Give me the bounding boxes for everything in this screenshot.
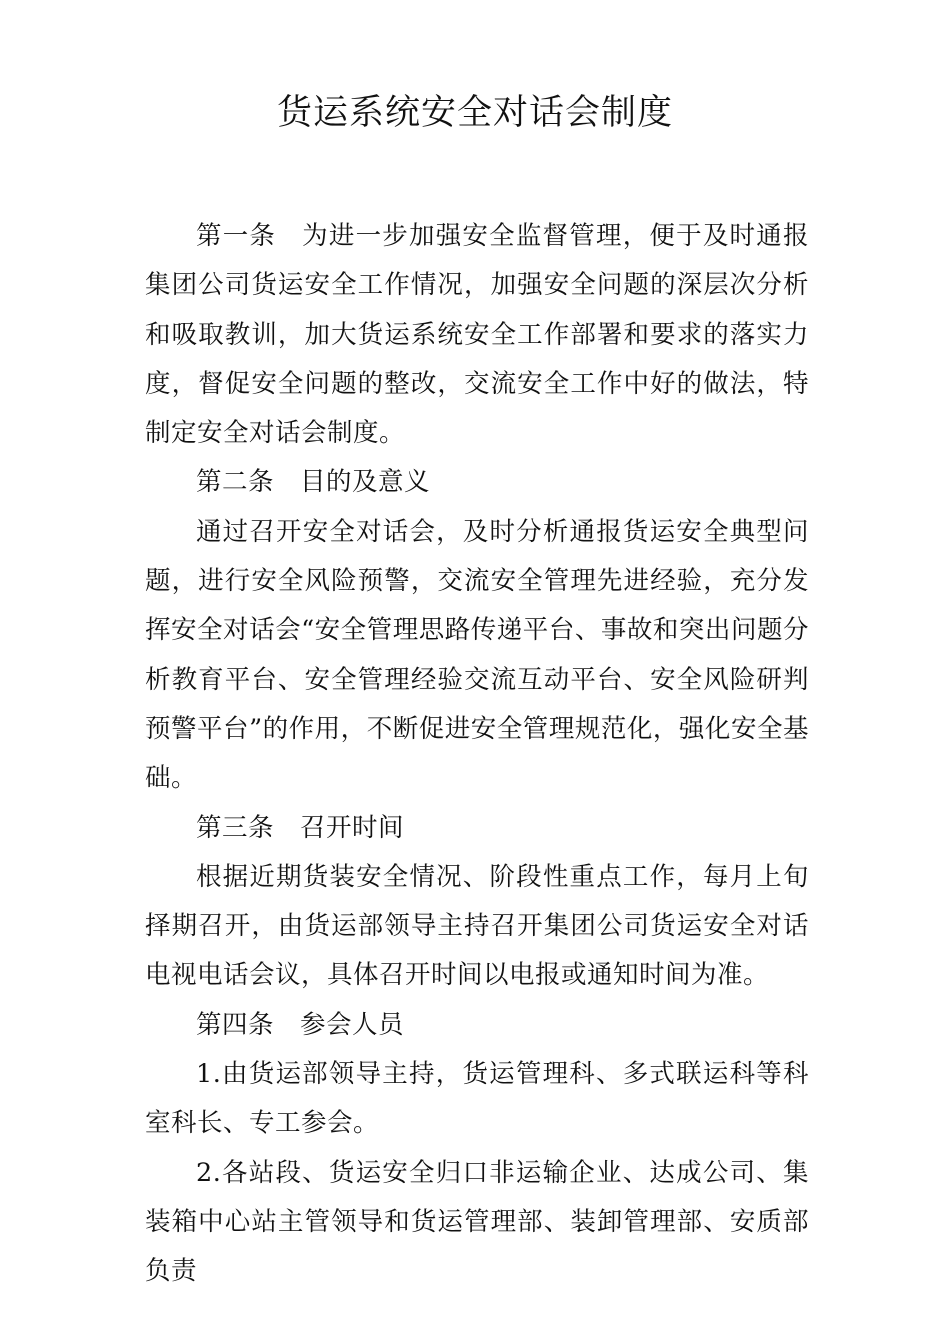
paragraph-text: 1.由货运部领导主持，货运管理科、多式联运科等科室科长、专工参会。 <box>145 1059 809 1139</box>
paragraph-text: 2.各站段、货运安全归口非运输企业、达成公司、集装箱中心站主管领导和货运管理部、装卸管理部、安质部负责 <box>145 1157 809 1287</box>
article-label: 第一条 <box>196 221 277 251</box>
article-2-heading <box>145 458 809 507</box>
paragraph-text: 目的及意义 <box>300 467 431 498</box>
article-3-paragraph <box>145 853 809 1001</box>
article-label: 第四条 <box>196 1009 275 1040</box>
article-2-paragraph <box>145 508 809 804</box>
article-3-heading <box>145 804 809 853</box>
paragraph-text: 通过召开安全对话会，及时分析通报货运安全典型问题，进行安全风险预警，交流安全管理先进经验，充分发挥安全对话会“安全管理思路传递平台、事故和突出问题分析教育平台、安全管理经验交流互动平台、安全风险研判预警平台”的作用，不断促进安全管理规范化，强化安全基础。 <box>145 516 809 794</box>
paragraph-text: 召开时间 <box>300 812 405 843</box>
article-1-paragraph <box>145 212 809 458</box>
article-label: 第二条 <box>196 467 275 498</box>
article-4-item-2 <box>145 1149 809 1297</box>
article-4-heading <box>145 1001 809 1050</box>
paragraph-text: 为进一步加强安全监督管理，便于及时通报集团公司货运安全工作情况，加强安全问题的深层次分析和吸取教训，加大货运系统安全工作部署和要求的落实力度，督促安全问题的整改，交流安全工作中好的做法，特制定安全对话会制度。 <box>145 221 809 449</box>
document-title: 货运系统安全对话会制度 <box>276 93 673 133</box>
paragraph-text: 根据近期货装安全情况、阶段性重点工作，每月上旬择期召开，由货运部领导主持召开集团公司货运安全对话电视电话会议，具体召开时间以电报或通知时间为准。 <box>145 861 809 991</box>
paragraph-text: 参会人员 <box>300 1009 405 1040</box>
article-label: 第三条 <box>196 812 275 843</box>
article-4-item-1 <box>145 1050 809 1149</box>
document-body <box>145 212 809 1297</box>
